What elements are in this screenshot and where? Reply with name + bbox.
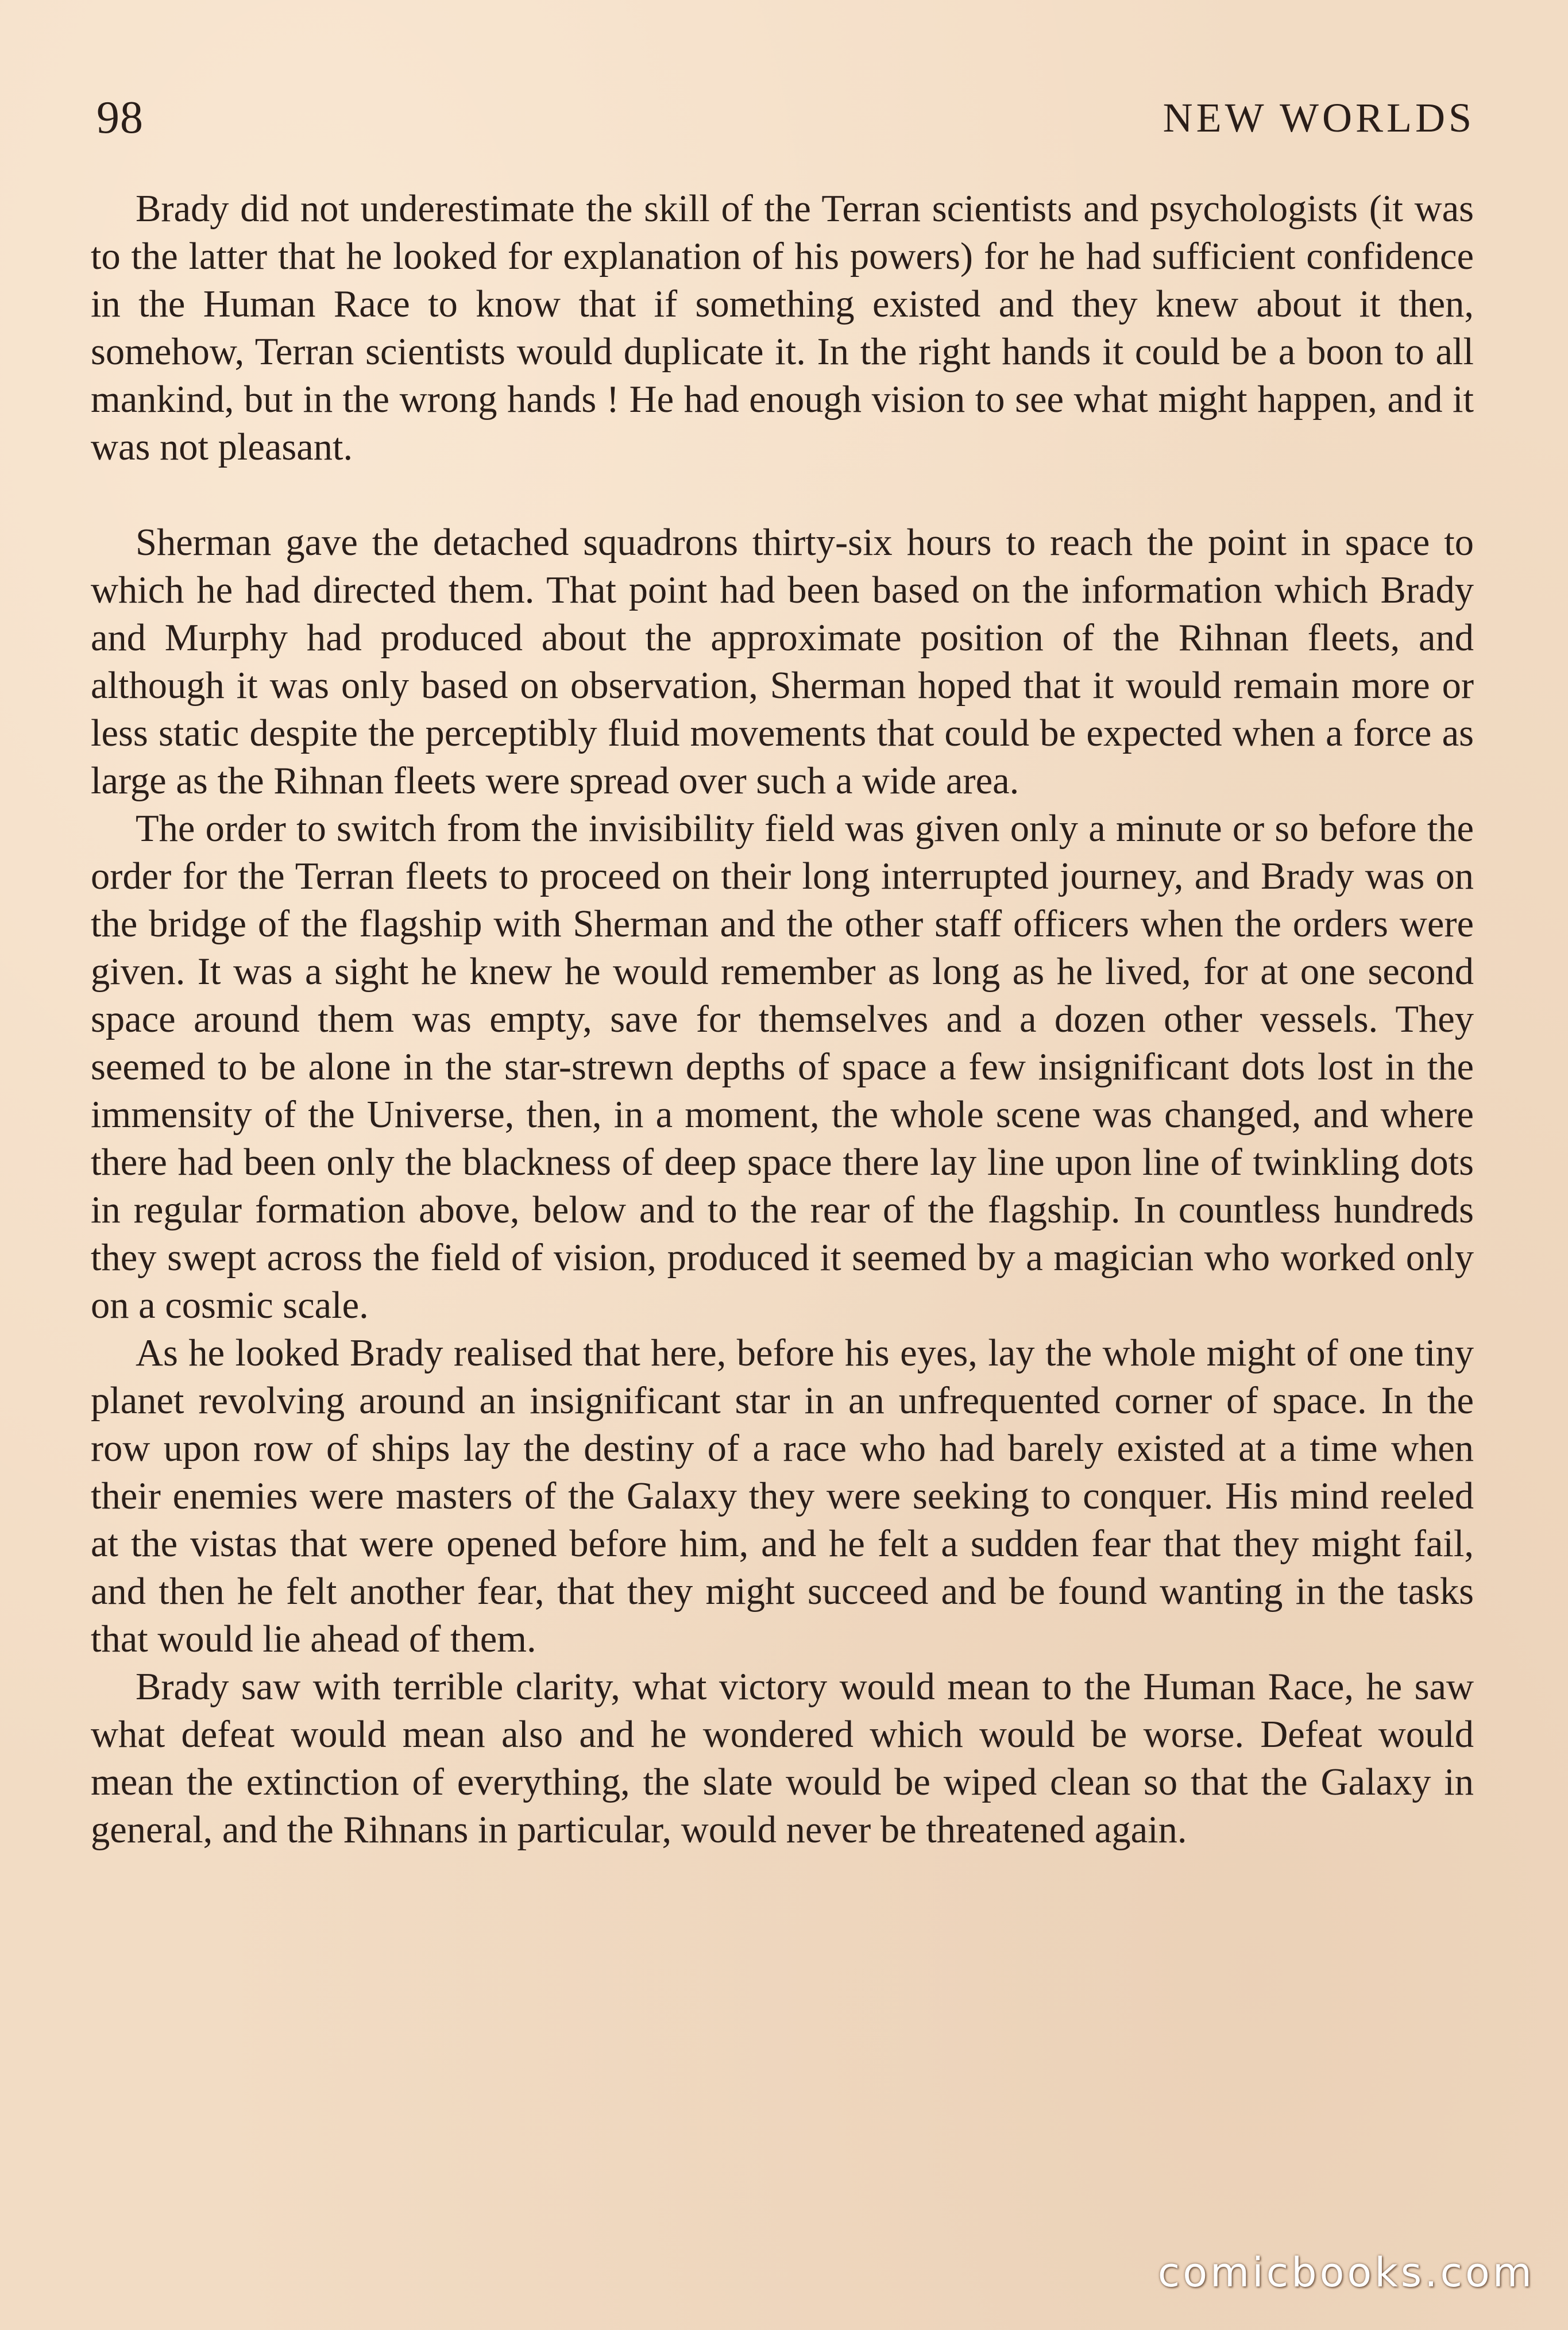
paragraph: Brady saw with terrible clarity, what victory would mean to the Human Race, he saw what defeat would mean also and he wondered which would be worse. Defeat would mean the extinction of everything, the slate would be wiped clean so that the Galaxy in general, and the Rihnans in particular, would never be threatened again. [91, 1666, 1474, 1851]
body-text [91, 185, 1474, 1854]
paragraph: The order to switch from the invisibility field was given only a minute or so before the order for the Terran fleets to proceed on their long interrupted journey, and Brady was on the bridge of the flagship with Sherman and the other staff officers when the orders were given. It was a sight he knew he would remember as long as he lived, for at one second space around them was empty, save for themselves and a dozen other vessels. They seemed to be alone in the star-strewn depths of space a few insignificant dots lost in the immensity of the Universe, then, in a moment, the whole scene was changed, and where there had been only the blackness of deep space there lay line upon line of twinkling dots in regular formation above, below and to the rear of the flagship. In countless hundreds they swept across the field of vision, produced it seemed by a magician who worked only on a cosmic scale. [91, 808, 1474, 1326]
paragraph: Brady did not underestimate the skill of the Terran scientists and psychologists (it was to the latter that he looked for explanation of his powers) for he had sufficient confidence in the Human Race to know that if something existed and they knew about it then, somehow, Terran scientists would duplicate it. In the right hands it could be a boon to all mankind, but in the wrong hands ! He had enough vision to see what might happen, and it was not pleasant. [91, 188, 1474, 468]
page-header [96, 86, 1475, 149]
paragraph: Sherman gave the detached squadrons thirty-six hours to reach the point in space to which he had directed them. That point had been based on the information which Brady and Murphy had produced about the approximate position of the Rihnan fleets, and although it was only based on observation, Sherman hoped that it would remain more or less static despite the perceptibly fluid movements that could be expected when a force as large as the Rihnan fleets were spread over such a wide area. [91, 522, 1474, 802]
paragraph: As he looked Brady realised that here, before his eyes, lay the whole might of one tiny planet revolving around an insignificant star in an unfrequented corner of space. In the row upon row of ships lay the destiny of a race who had barely existed at a time when their enemies were masters of the Galaxy they were seeking to conquer. His mind reeled at the vistas that were opened before him, and he felt a sudden fear that they might fail, and then he felt another fear, that they might succeed and be found wanting in the tasks that would lie ahead of them. [91, 1332, 1474, 1660]
watermark: comicbooks.com [1157, 2249, 1535, 2296]
page-number: 98 [96, 92, 144, 143]
running-head: NEW WORLDS [1163, 95, 1475, 141]
